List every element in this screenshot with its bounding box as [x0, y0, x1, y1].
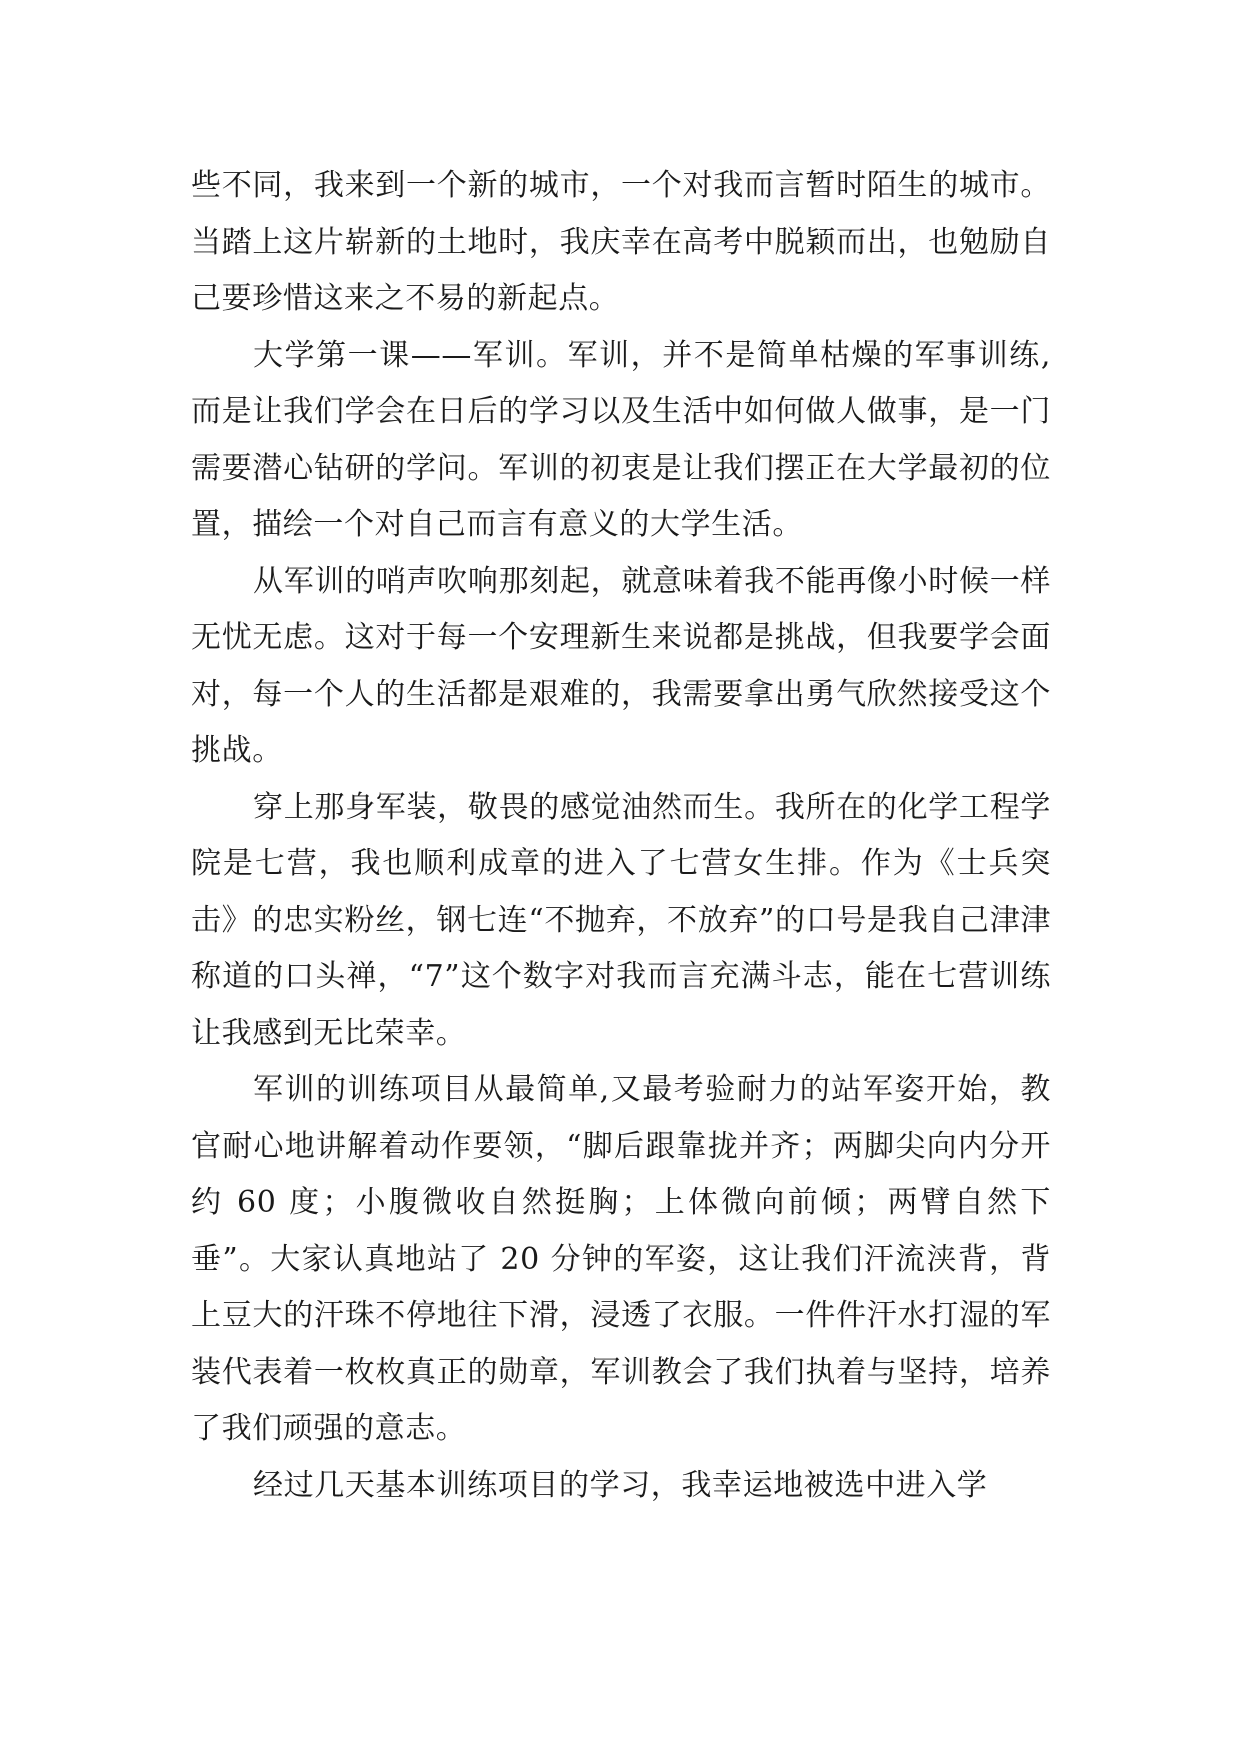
document-body	[191, 158, 1051, 1514]
paragraph-standing-posture: 军训的训练项目从最简单,又最考验耐力的站军姿开始，教官耐心地讲解着动作要领，“脚后跟靠拢并齐；两脚尖向内分开约 60 度；小腹微收自然挺胸；上体微向前倾；两臂自然下垂”。大家认真地站了 20 分钟的军姿，这让我们汗流浃背，背上豆大的汗珠不停地往下滑，浸透了衣服。一件件汗水打湿的军装代表着一枚枚真正的勋章，军训教会了我们执着与坚持，培养了我们顽强的意志。	[191, 1072, 1051, 1446]
paragraph-military-training-first-lesson: 大学第一课——军训。军训，并不是简单枯燥的军事训练,而是让我们学会在日后的学习以及生活中如何做人做事，是一门需要潜心钻研的学问。军训的初衷是让我们摆正在大学最初的位置，描绘一个对自己而言有意义的大学生活。	[191, 337, 1051, 542]
paragraph-whistle: 从军训的哨声吹响那刻起，就意味着我不能再像小时候一样无忧无虑。这对于每一个安理新生来说都是挑战，但我要学会面对，每一个人的生活都是艰难的，我需要拿出勇气欣然接受这个挑战。	[191, 563, 1051, 768]
paragraph-uniform: 穿上那身军装，敬畏的感觉油然而生。我所在的化学工程学院是七营，我也顺利成章的进入了七营女生排。作为《士兵突击》的忠实粉丝，钢七连“不抛弃，不放弃”的口号是我自己津津称道的口头禅，“7”这个数字对我而言充满斗志，能在七营训练让我感到无比荣幸。	[191, 789, 1051, 1051]
paragraph-selected: 经过几天基本训练项目的学习，我幸运地被选中进入学	[253, 1467, 988, 1503]
paragraph-continuation: 些不同，我来到一个新的城市，一个对我而言暂时陌生的城市。当踏上这片崭新的土地时，我庆幸在高考中脱颖而出，也勉励自己要珍惜这来之不易的新起点。	[191, 168, 1051, 316]
